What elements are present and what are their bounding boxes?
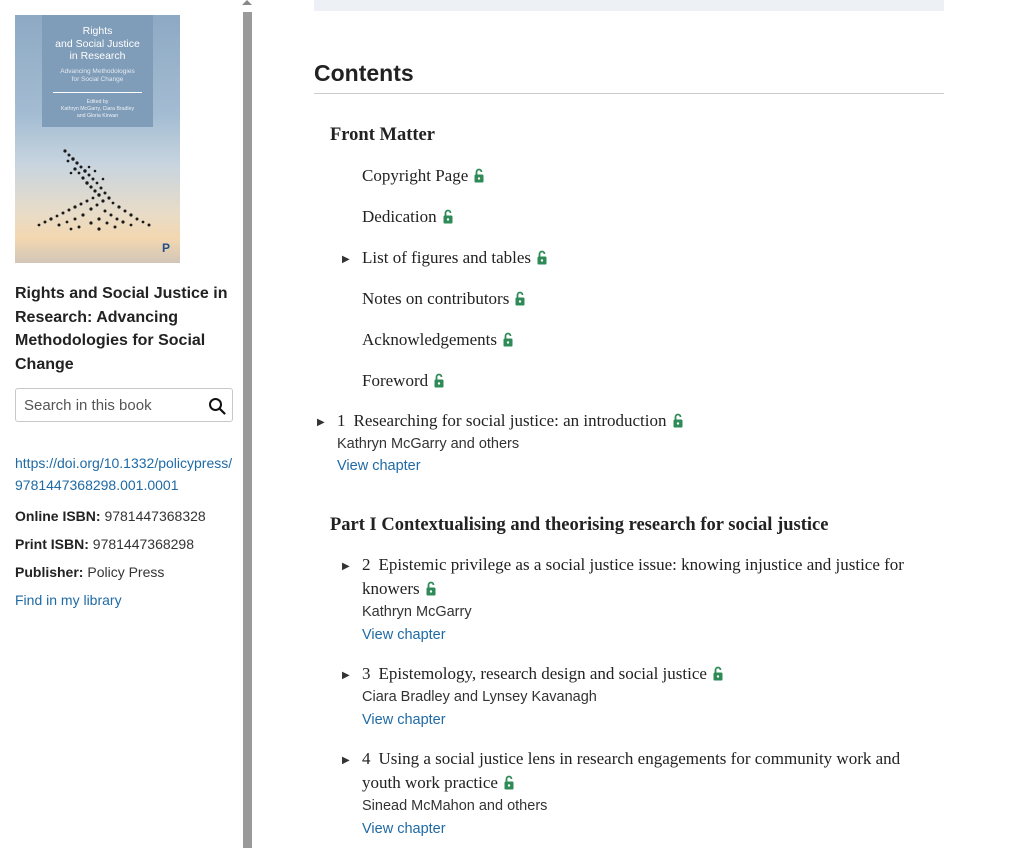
print-isbn-row (15, 530, 235, 558)
toc-item-label: Notes on contributors (362, 289, 510, 308)
open-lock-icon (434, 373, 444, 388)
toc-item-list-of-figures[interactable] (362, 246, 547, 270)
chapter-title: Researching for social justice: an introduction (353, 411, 667, 430)
open-lock-icon (537, 250, 547, 265)
toc-chapter-3[interactable] (362, 662, 723, 686)
toc-item-label: Acknowledgements (362, 330, 498, 349)
online-isbn-row (15, 502, 235, 530)
toc-item-foreword[interactable] (362, 369, 444, 393)
doi-link[interactable]: https://doi.org/10.1332/policypress/9781447368298.001.0001 (15, 455, 233, 493)
view-chapter-link[interactable]: View chapter (337, 458, 421, 474)
expand-triangle-icon[interactable]: ▶ (342, 755, 350, 766)
chapter-title-line1: Using a social justice lens in research engagements for community work and (378, 749, 901, 768)
publisher-value: Policy Press (87, 564, 165, 580)
book-cover-image[interactable] (15, 15, 180, 263)
publisher-row (15, 558, 235, 586)
chapter-title: Epistemology, research design and social justice (378, 664, 707, 683)
open-lock-icon (515, 291, 525, 306)
toc-item-label: List of figures and tables (362, 248, 532, 267)
chapter-authors: Ciara Bradley and Lynsey Kavanagh (362, 689, 597, 705)
chapter-number: 4 (362, 749, 371, 768)
publisher-label: Publisher: (15, 564, 84, 580)
search-icon[interactable] (208, 397, 226, 415)
cover-editors: Edited by Kathryn McGarry, Ciara Bradley and Gloria Kirwan (60, 99, 135, 119)
toc-item-dedication[interactable] (362, 205, 453, 229)
open-lock-icon (713, 666, 723, 681)
print-isbn-value: 9781447368298 (92, 536, 195, 552)
part-1-heading: Part I Contextualising and theorising research for social justice (330, 515, 829, 535)
chapter-number: 1 (337, 411, 346, 430)
toc-item-label: Copyright Page (362, 166, 469, 185)
online-isbn-value: 9781447368328 (104, 508, 206, 524)
chapter-number: 2 (362, 555, 371, 574)
toc-chapter-4[interactable] (362, 747, 942, 795)
print-isbn-label: Print ISBN: (15, 536, 89, 552)
book-title: Rights and Social Justice in Research: Advancing Methodologies for Social Change (15, 285, 228, 373)
cover-subtitle: Advancing Methodologies for Social Change (60, 68, 135, 83)
find-in-library-link[interactable]: Find in my library (15, 592, 122, 608)
scroll-up-arrow-icon[interactable] (242, 0, 252, 5)
toc-item-label: Foreword (362, 371, 429, 390)
open-lock-icon (426, 581, 436, 596)
chapter-number: 3 (362, 664, 371, 683)
toc-item-acknowledgements[interactable] (362, 328, 513, 352)
front-matter-heading: Front Matter (330, 125, 435, 145)
expand-triangle-icon[interactable]: ▶ (342, 254, 350, 265)
book-sidebar (0, 0, 243, 848)
chapter-title-line2: youth work practice (362, 773, 498, 792)
chapter-authors: Sinead McMahon and others (362, 798, 548, 814)
expand-triangle-icon[interactable]: ▶ (342, 670, 350, 681)
view-chapter-link[interactable]: View chapter (362, 821, 446, 837)
chapter-authors: Kathryn McGarry and others (337, 436, 520, 452)
chapter-title-line1: Epistemic privilege as a social justice issue: knowing injustice and justice for (378, 555, 904, 574)
open-lock-icon (503, 332, 513, 347)
book-search-box (15, 388, 233, 422)
toc-item-notes-on-contributors[interactable] (362, 287, 525, 311)
toc-item-label: Dedication (362, 207, 437, 226)
open-lock-icon (673, 413, 683, 428)
cover-divider (53, 92, 142, 93)
expand-triangle-icon[interactable]: ▶ (317, 417, 325, 428)
open-lock-icon (504, 775, 514, 790)
cover-title: Rights and Social Justice in Research (55, 25, 140, 62)
sidebar-scrollbar[interactable] (243, 12, 252, 848)
contents-heading: Contents (314, 60, 944, 94)
chapter-title-line2: knowers (362, 579, 420, 598)
book-metadata (15, 452, 235, 614)
top-info-panel (314, 0, 944, 11)
expand-triangle-icon[interactable]: ▶ (342, 561, 350, 572)
toc-chapter-2[interactable] (362, 553, 942, 601)
toc-item-copyright-page[interactable] (362, 164, 484, 188)
view-chapter-link[interactable]: View chapter (362, 712, 446, 728)
toc-chapter-1[interactable] (337, 409, 683, 433)
bird-flock-illustration (35, 143, 165, 243)
chapter-authors: Kathryn McGarry (362, 604, 472, 620)
publisher-logo: P (161, 241, 170, 255)
open-lock-icon (474, 168, 484, 183)
online-isbn-label: Online ISBN: (15, 508, 101, 524)
open-lock-icon (443, 209, 453, 224)
search-input[interactable] (24, 389, 204, 421)
view-chapter-link[interactable]: View chapter (362, 627, 446, 643)
